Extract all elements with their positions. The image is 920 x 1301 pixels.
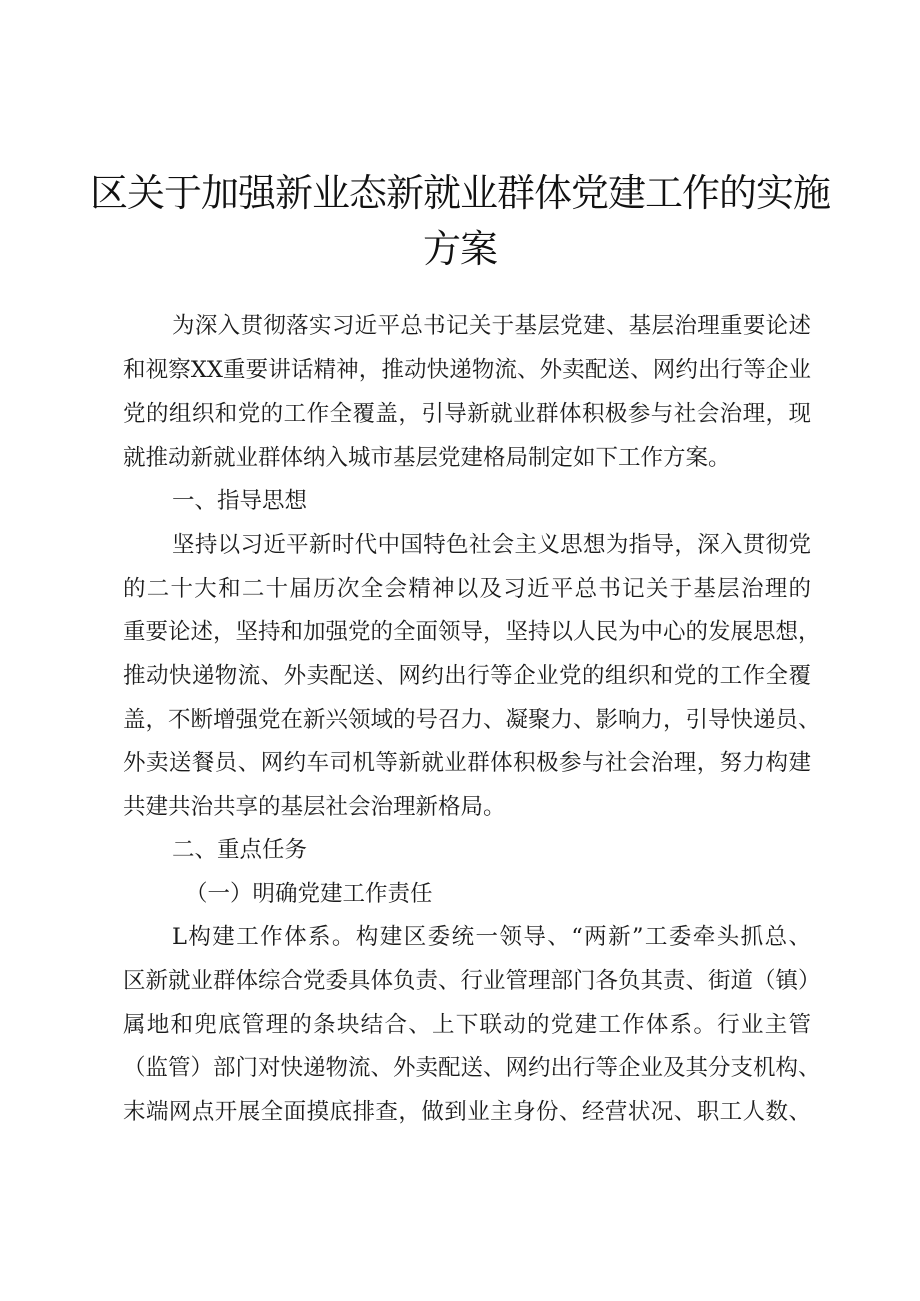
section-heading: 一、指导思想 <box>172 488 308 514</box>
paragraph-line: 属地和兜底管理的条块结合、上下联动的党建工作体系。行业主管 <box>123 1012 811 1038</box>
paragraph-line: 和视察XX重要讲话精神，推动快递物流、外卖配送、网约出行等企业 <box>123 357 811 383</box>
paragraph-line: 末端网点开展全面摸底排查，做到业主身份、经营状况、职工人数、 <box>123 1099 811 1125</box>
document-title-line-2: 方案 <box>422 227 497 271</box>
paragraph-line: 为深入贯彻落实习近平总书记关于基层党建、基层治理重要论述 <box>172 313 811 339</box>
document-title-line-1: 区关于加强新业态新就业群体党建工作的实施 <box>89 171 830 215</box>
section-heading: 二、重点任务 <box>172 837 308 863</box>
paragraph-line: 区新就业群体综合党委具体负责、行业管理部门各负其责、街道（镇） <box>123 968 821 994</box>
paragraph-line: 重要论述，坚持和加强党的全面领导，坚持以人民为中心的发展思想， <box>123 619 821 645</box>
paragraph-line: 推动快递物流、外卖配送、网约出行等企业党的组织和党的工作全覆 <box>123 663 811 689</box>
paragraph-line: 盖，不断增强党在新兴领域的号召力、凝聚力、影响力，引导快递员、 <box>123 707 821 733</box>
paragraph-line: 外卖送餐员、网约车司机等新就业群体积极参与社会治理，努力构建 <box>123 750 811 776</box>
paragraph-line: L构建工作体系。构建区委统一领导、“两新”工委牵头抓总、 <box>172 924 811 950</box>
paragraph-line: 坚持以习近平新时代中国特色社会主义思想为指导，深入贯彻党 <box>172 532 811 558</box>
subsection-heading: （一）明确党建工作责任 <box>185 881 433 907</box>
paragraph-line: 共建共治共享的基层社会治理新格局。 <box>123 794 506 820</box>
paragraph-line: 的二十大和二十届历次全会精神以及习近平总书记关于基层治理的 <box>123 576 811 602</box>
paragraph-line: 就推动新就业群体纳入城市基层党建格局制定如下工作方案。 <box>123 445 731 471</box>
paragraph-line: 党的组织和党的工作全覆盖，引导新就业群体积极参与社会治理，现 <box>123 401 811 427</box>
paragraph-line: （监管）部门对快递物流、外卖配送、网约出行等企业及其分支机构、 <box>123 1055 821 1081</box>
